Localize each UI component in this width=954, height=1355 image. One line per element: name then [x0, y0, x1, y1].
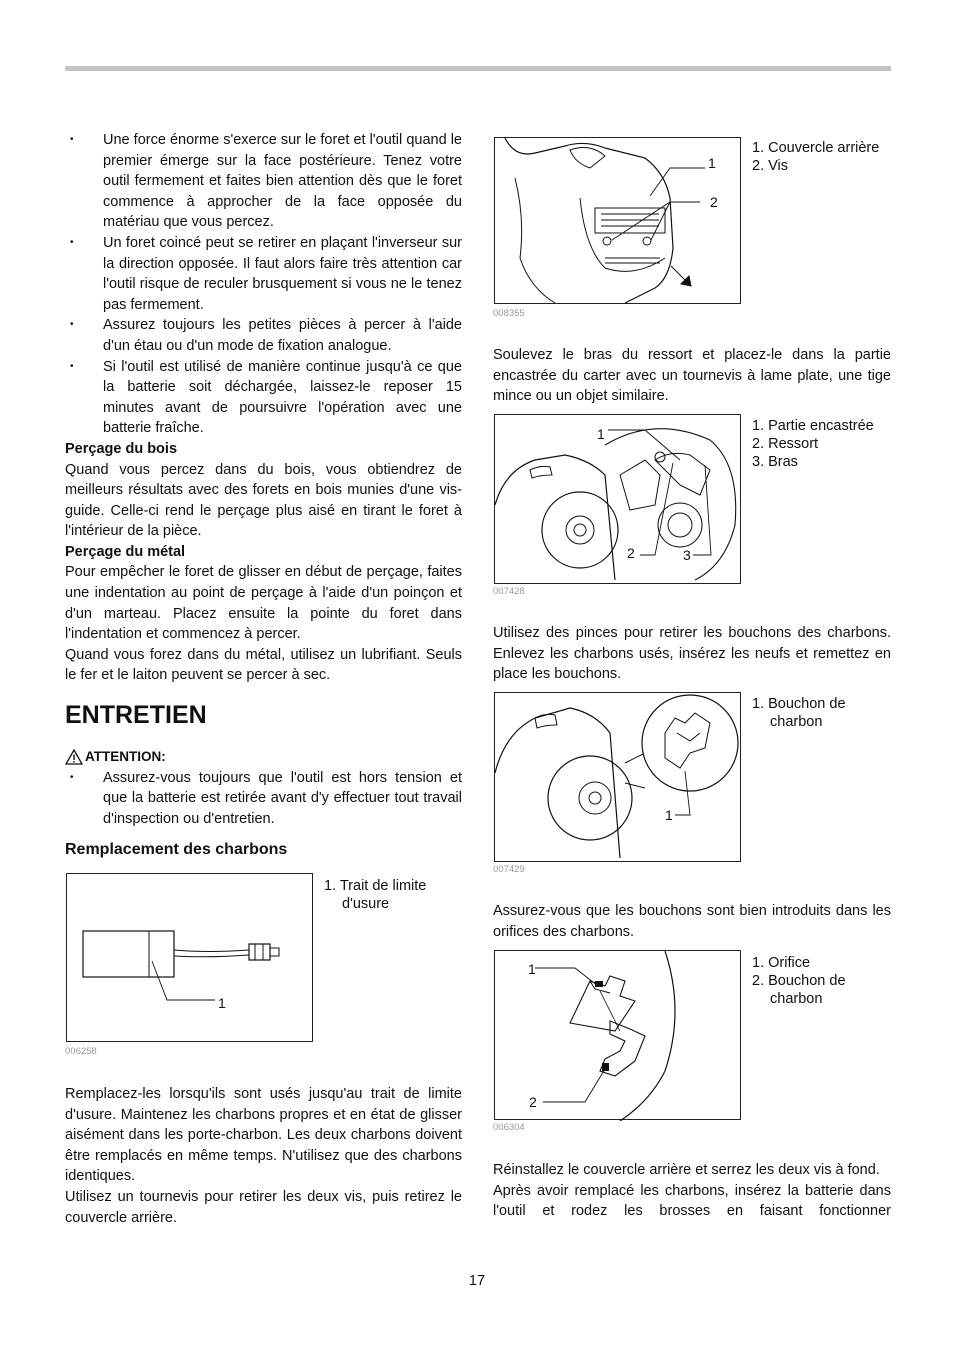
- list-item: • Si l'outil est utilisé de manière continue jusqu'à ce que la batterie soit déchargée, laissez-le reposer 15 minutes avant de poursuivre l'opération avec une batterie fraîche.: [65, 357, 462, 439]
- callout-1: 1: [665, 807, 673, 823]
- paragraph: Assurez-vous que les bouchons sont bien introduits dans les orifices des charbons.: [493, 903, 891, 940]
- paragraph: Réinstallez le couvercle arrière et serrez les deux vis à fond.: [493, 1162, 880, 1178]
- right-text-1: [493, 345, 891, 407]
- figure-spring-arm: [494, 414, 741, 584]
- figure-legend: [324, 877, 462, 913]
- precautions-list: [65, 130, 462, 439]
- legend-item: 2. Vis: [752, 158, 789, 174]
- figure-rear-cover: [494, 137, 741, 304]
- paragraph: Soulevez le bras du ressort et placez-le dans la partie encastrée du carter avec un tournevis à lame plate, une tige mince ou un objet similaire.: [493, 347, 891, 405]
- attention-label: ATTENTION:: [85, 749, 166, 765]
- list-item: • Assurez-vous toujours que l'outil est hors tension et que la batterie est retirée avant d'y effectuer tout travail d'inspection ou d'entretien.: [65, 768, 462, 830]
- paragraph: Utilisez des pinces pour retirer les bouchons des charbons. Enlevez les charbons usés, insérez les neufs et remettez en place les bouchons.: [493, 625, 891, 683]
- callout-1: 1: [597, 426, 605, 442]
- figure-orifice: [494, 950, 741, 1120]
- attention-heading: [65, 747, 462, 768]
- figure-legend: [752, 417, 891, 471]
- legend-item: 1. Bouchon de charbon: [752, 696, 846, 730]
- figure-legend: [752, 139, 891, 175]
- legend-item: 1. Trait de limite d'usure: [324, 878, 427, 912]
- legend-item: 2. Bouchon de charbon: [752, 973, 846, 1007]
- callout-1: 1: [708, 155, 716, 171]
- wood-heading: Perçage du bois: [65, 440, 178, 457]
- figure-id: 006258: [65, 1046, 97, 1057]
- figure-id: 006304: [493, 1122, 525, 1133]
- metal-heading: Perçage du métal: [65, 543, 186, 560]
- spring-arm-drawing: [495, 415, 742, 585]
- legend-item: 1. Couvercle arrière: [752, 140, 880, 156]
- subsection-title: Remplacement des charbons: [65, 841, 288, 859]
- brush-cap-drawing: [495, 693, 742, 863]
- right-text-2: [493, 623, 891, 685]
- figure-brush-cap: [494, 692, 741, 862]
- list-item: • Une force énorme s'exerce sur le foret et l'outil quand le premier émerge sur la face postérieure. Tenez votre outil fermement et faites bien attention dès que le foret commence à approcher de la face opposée du matériau que vous percez.: [65, 130, 462, 233]
- figure-carbon-brush: [66, 873, 313, 1042]
- callout-3: 3: [683, 547, 691, 563]
- legend-item: 1. Orifice: [752, 955, 811, 971]
- section-title: ENTRETIEN: [65, 701, 207, 730]
- callout-1: 1: [528, 961, 536, 977]
- callout-2: 2: [627, 545, 635, 561]
- figure-id: 007428: [493, 586, 525, 597]
- warning-triangle-icon: [65, 749, 83, 765]
- right-text-3: [493, 901, 891, 942]
- legend-item: 2. Ressort: [752, 436, 819, 452]
- metal-text-1: Pour empêcher le foret de glisser en début de perçage, faites une indentation au point de perçage à l'aide d'un poinçon et d'un marteau. Placez ensuite la pointe du foret dans l'indentation et commencez à percer.: [65, 564, 462, 643]
- wood-text: Quand vous percez dans du bois, vous obtiendrez de meilleurs résultats avec des forets en bois munies d'une vis-guide. Celle-ci rend le perçage plus aisé en tirant le foret à l'intérieur de la pièce.: [65, 461, 462, 540]
- callout-2: 2: [529, 1094, 537, 1110]
- callout-1: 1: [218, 995, 226, 1011]
- figure-legend: [752, 695, 891, 731]
- replace-text-2: Utilisez un tournevis pour retirer les deux vis, puis retirez le couvercle arrière.: [65, 1188, 462, 1226]
- metal-text-2: Quand vous forez dans du métal, utilisez un lubrifiant. Seuls le fer et le laiton peuvent se percer à sec.: [65, 646, 462, 684]
- list-item: • Un foret coincé peut se retirer en plaçant l'inverseur sur la direction opposée. Il faut alors faire très attention car l'outil risque de reculer brusquement si vous ne le tenez pas fermement.: [65, 233, 462, 315]
- callout-2: 2: [710, 194, 718, 210]
- paragraph: Après avoir remplacé les charbons, insérez la batterie dans l'outil et rodez les brosses en faisant fonctionner: [493, 1182, 891, 1220]
- legend-item: 1. Partie encastrée: [752, 418, 874, 434]
- figure-id: 008355: [493, 308, 525, 319]
- left-column-bottom: [65, 1084, 462, 1228]
- figure-id: 007429: [493, 864, 525, 875]
- attention-list: [65, 768, 462, 830]
- legend-item: 3. Bras: [752, 454, 798, 470]
- carbon-brush-drawing: [67, 874, 314, 1043]
- left-column: [65, 130, 462, 861]
- figure-legend: [752, 954, 891, 1008]
- list-item: • Assurez toujours les petites pièces à percer à l'aide d'un étau ou d'un mode de fixation analogue.: [65, 315, 462, 356]
- rear-cover-drawing: [495, 138, 742, 305]
- replace-text-1: Remplacez-les lorsqu'ils sont usés jusqu'au trait de limite d'usure. Maintenez les charbons propres et en état de glisser aisément dans les porte-charbon. Les deux charbons doivent être remplacés en même temps. N'utilisez que des charbons identiques.: [65, 1086, 462, 1185]
- page-number: 17: [468, 1273, 486, 1289]
- right-text-4: [493, 1160, 891, 1222]
- header-rule: [65, 66, 891, 71]
